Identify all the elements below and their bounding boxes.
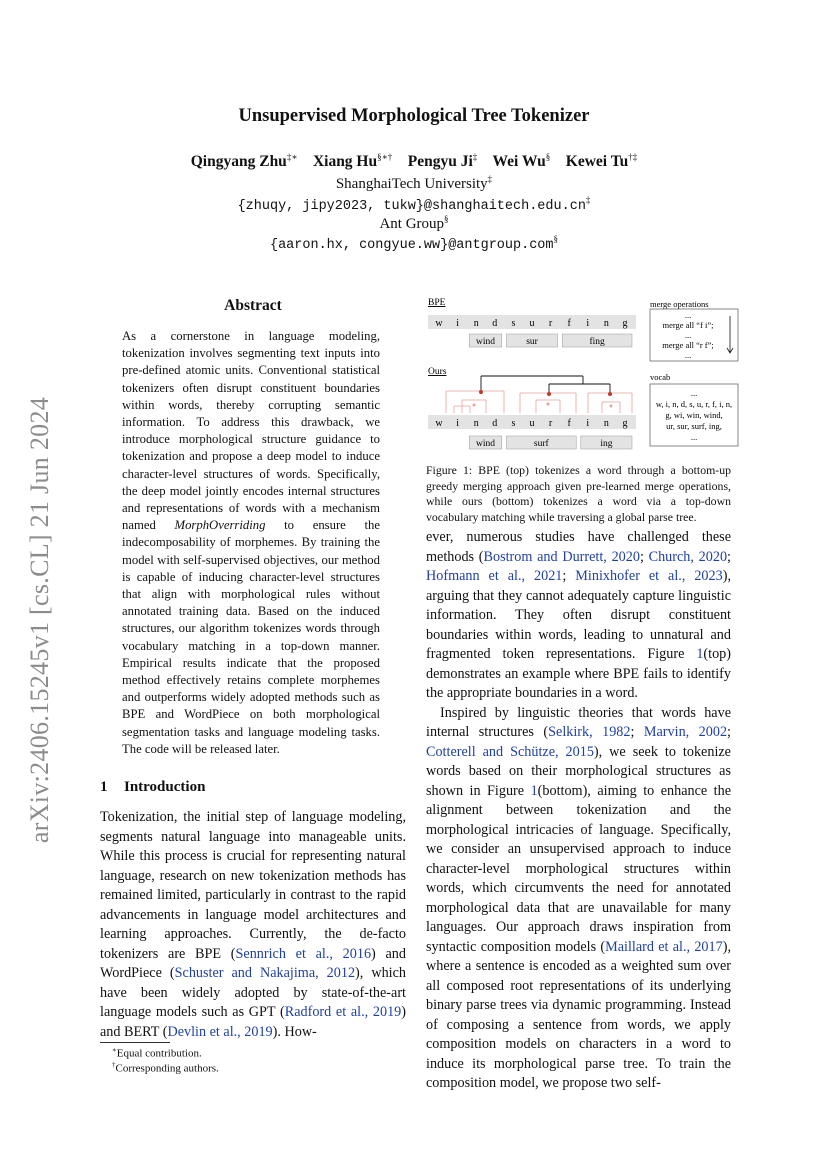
bpe-label: BPE: [428, 298, 446, 308]
citation-link[interactable]: Bostrom and Durrett, 2020: [483, 548, 640, 565]
vocab-line: ...: [690, 432, 698, 442]
vocab-line: w, i, n, d, s, u, r, f, i, n,: [655, 399, 733, 409]
merge-op-line: merge all “f i”;: [662, 320, 714, 330]
char-label: w: [435, 318, 443, 329]
vocab-line: g, wi, win, wind,: [665, 410, 723, 420]
char-label: i: [456, 418, 459, 429]
char-label: i: [456, 318, 459, 329]
email-1: {zhuqy, jipy2023, tukw}@shanghaitech.edu.cn‡: [237, 195, 591, 214]
intro-left-column: Tokenization, the initial step of language modeling, segments natural language into manageable units. While this process is crucial for representing natural language, research on new tokenization methods has remained limited, particularly in contrast to the rapid advancements in language model architectures and learning approaches. Currently, the de-facto tokenizers are BPE (Sennrich et al., 2016) and WordPiece (Schuster and Nakajima, 2012), which have been widely adopted by state-of-the-art language models such as GPT (Radford et al., 2019) and BERT (Devlin et al., 2019). How-: [100, 809, 406, 1040]
char-label: w: [435, 418, 443, 429]
char-label: u: [529, 318, 535, 329]
ours-label: Ours: [428, 367, 447, 377]
affiliation-2: Ant Group§: [379, 214, 449, 232]
citation-link[interactable]: Church, 2020: [648, 548, 728, 565]
intro-right-column: [426, 528, 731, 1094]
author: Xiang Hu§∗†: [312, 152, 393, 171]
token-label: sur: [526, 337, 538, 347]
author: Qingyang Zhu‡∗: [190, 152, 298, 171]
vocab-line: ...: [690, 388, 698, 398]
citation-link[interactable]: Schuster and Nakajima, 2012: [174, 965, 356, 981]
vocab-title: vocab: [650, 372, 671, 382]
char-label: s: [511, 418, 516, 429]
author: Wei Wu§: [492, 152, 551, 171]
citation-link[interactable]: Selkirk, 1982: [548, 724, 631, 740]
figure-ref-link[interactable]: 1: [696, 646, 704, 662]
char-label: d: [492, 318, 498, 329]
citation-link[interactable]: Minixhofer et al., 2023: [575, 568, 723, 584]
vocab-line: ur, sur, surf, ing,: [666, 421, 722, 431]
char-label: f: [567, 318, 571, 329]
char-label: i: [586, 318, 590, 329]
bpe-token-group: [469, 334, 632, 347]
merge-ops-title: merge operations: [650, 299, 709, 309]
char-label: s: [511, 318, 516, 329]
affiliation-1: ShanghaiTech University‡: [335, 174, 493, 192]
footnote: †Corresponding authors.: [112, 1061, 219, 1075]
author: Pengyu Ji‡: [407, 152, 478, 171]
char-label: g: [622, 318, 628, 329]
char-label: u: [529, 418, 535, 429]
citation-link[interactable]: Hofmann et al., 2021: [426, 568, 563, 584]
author: Kewei Tu†‡: [565, 152, 638, 171]
footnote-rule: [100, 1042, 170, 1043]
citation-link[interactable]: Sennrich et al., 2016: [235, 945, 372, 962]
figure-ref-link[interactable]: 1: [530, 782, 538, 799]
merge-op-line: merge all “r f”;: [662, 340, 714, 350]
char-label: d: [492, 418, 498, 429]
char-label: g: [622, 418, 628, 429]
abstract-heading: Abstract: [224, 297, 282, 314]
author-list: [0, 152, 828, 171]
token-label: surf: [533, 439, 549, 449]
char-label: i: [586, 418, 590, 429]
token-label: ing: [600, 439, 613, 449]
abstract-text: As a cornerstone in language modeling, tokenization involves segmenting text inputs into pre-defined atomic units. Conventional statistical tokenizers often disrupt constituent boundaries within words, thereby corrupting semantic information. To address this drawback, we introduce morphological structure guidance to tokenization and propose a deep model to induce character-level structures of words. Specifically, the deep model jointly encodes internal structures and representations of words with a mechanism named MorphOverriding to ensure the indecomposability of morphemes. By training the model with self-supervised objectives, our method is capable of inducing character-level structures that align with morphological rules without annotated training data. Based on the induced structures, our algorithm tokenizes words through vocabulary matching in a top-down manner. Empirical results indicate that the proposed method effectively retains complete morphemes and outperforms widely adopted methods such as BPE and WordPiece on both morphological segmentation tasks and language modeling tasks. The code will be released later.: [122, 329, 380, 756]
char-label: n: [603, 418, 609, 429]
footnote: ∗Equal contribution.: [112, 1046, 202, 1060]
citation-link[interactable]: Marvin, 2002: [643, 724, 728, 740]
parse-tree: [446, 376, 632, 413]
ours-token-group: [469, 436, 632, 449]
section-heading: 1 Introduction: [100, 779, 206, 795]
citation-link[interactable]: Radford et al., 2019: [284, 1004, 402, 1020]
char-label: n: [473, 318, 479, 329]
arxiv-stamp: arXiv:2406.15245v1 [cs.CL] 21 Jun 2024: [25, 396, 54, 844]
char-label: n: [603, 318, 609, 329]
merge-ops-box: [650, 309, 738, 361]
paper-title: Unsupervised Morphological Tree Tokenizer: [238, 106, 590, 126]
token-label: wind: [476, 337, 495, 347]
char-label: f: [567, 418, 571, 429]
merge-op-line: ...: [684, 310, 692, 320]
figure-1-graphic: [426, 296, 741, 456]
char-label: n: [473, 418, 479, 429]
citation-link[interactable]: Cotterell and Schütze, 2015: [426, 743, 594, 760]
citation-link[interactable]: Maillard et al., 2017: [605, 938, 723, 955]
paragraph: Inspired by linguistic theories that words have internal structures (Selkirk, 1982; Marvin, 2002; Cotterell and Schütze, 2015), we seek to tokenize words based on their morphological structures as shown in Figure 1(bottom), aiming to enhance the alignment between tokenization and the morphological intricacies of language. Specifically, we consider an unsupervised approach to induce character-level morphological structures within words, which circumvents the need for annotated morphological data that are unavailable for many languages. Our approach draws inspiration from syntactic composition models (Maillard et al., 2017), where a sentence is encoded as a weighted sum over all composed root representations of its underlying binary parse trees via dynamic programming. Instead of composing a sentence from words, we apply composition models on characters in a word to induce its morphological parse tree. To train the composition model, we propose two self-: [426, 704, 732, 1091]
paragraph: ever, numerous studies have challenged these methods (Bostrom and Durrett, 2020; Church, 2020; Hofmann et al., 2021; Minixhofer et al., 2023), arguing that they cannot adequately capture linguistic information. They often disrupt constituent boundaries within words, leading to unnatural and fragmented token representations. Figure 1(top) demonstrates an example where BPE fails to identify the appropriate boundaries in a word.: [426, 529, 731, 701]
citation-link[interactable]: Devlin et al., 2019: [167, 1023, 273, 1040]
char-label: r: [548, 418, 553, 429]
token-label: wind: [476, 439, 495, 449]
token-label: fing: [589, 337, 605, 347]
figure-caption: Figure 1: BPE (top) tokenizes a word through a bottom-up greedy merging approach given pre-learned merge operations, while ours (bottom) tokenizes a word via a top-down vocabulary matching while traversing a global parse tree.: [426, 463, 731, 524]
merge-op-line: ...: [684, 350, 692, 360]
figure-1: [426, 296, 741, 461]
email-2: {aaron.hx, congyue.ww}@antgroup.com§: [269, 234, 559, 253]
char-label: r: [548, 318, 553, 329]
merge-op-line: ...: [684, 330, 692, 340]
